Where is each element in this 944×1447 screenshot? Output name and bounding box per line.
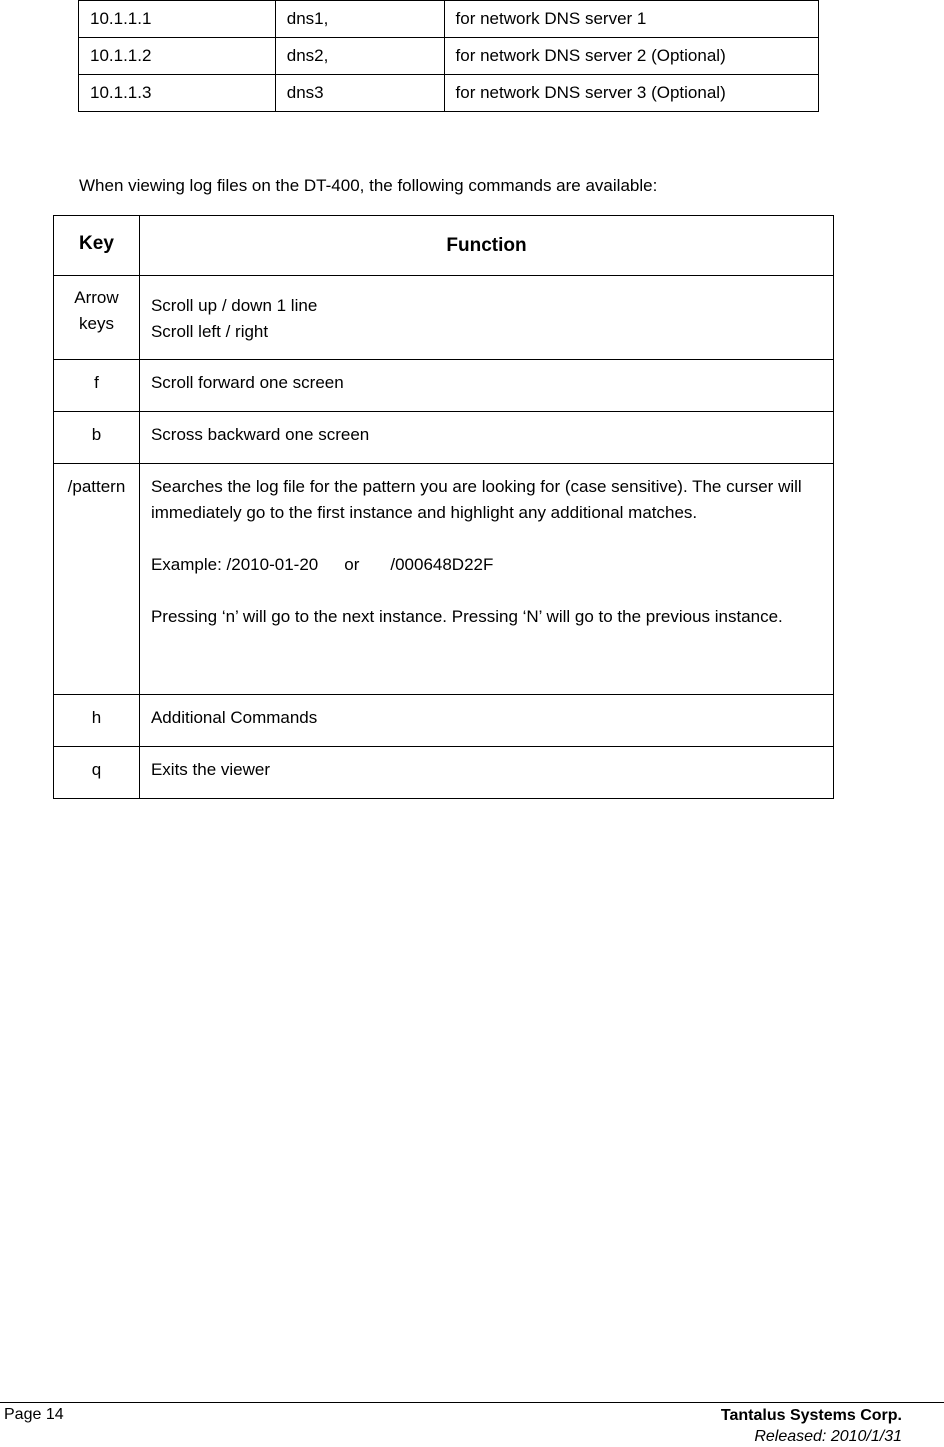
command-function: Exits the viewer — [139, 747, 833, 799]
table-row — [79, 75, 819, 112]
dns-description: for network DNS server 2 (Optional) — [444, 38, 818, 75]
command-function — [139, 464, 833, 695]
table-row — [79, 38, 819, 75]
example-alt: /000648D22F — [390, 555, 494, 574]
footer-divider — [0, 1402, 944, 1403]
table-row — [54, 360, 834, 412]
dns-name: dns3 — [275, 75, 444, 112]
command-key: q — [54, 747, 140, 799]
intro-paragraph: When viewing log files on the DT-400, the following commands are available: — [79, 176, 658, 195]
example-or: or — [344, 555, 360, 574]
dns-address: 10.1.1.3 — [79, 75, 276, 112]
column-header-function: Function — [139, 216, 833, 276]
command-function: Scross backward one screen — [139, 412, 833, 464]
dns-server-table — [78, 0, 819, 112]
function-description: Searches the log file for the pattern you are looking for (case sensitive). The curser will immediately go to the first instance and highlight any additional matches. — [150, 477, 802, 522]
table-row — [54, 695, 834, 747]
log-viewer-commands-table — [53, 215, 834, 799]
command-key — [54, 276, 140, 360]
dns-address: 10.1.1.2 — [79, 38, 276, 75]
command-key: h — [54, 695, 140, 747]
function-line: Scroll left / right — [150, 322, 269, 341]
dns-name: dns2, — [275, 38, 444, 75]
page-number: Page 14 — [4, 1406, 64, 1423]
command-key: f — [54, 360, 140, 412]
table-row — [54, 747, 834, 799]
command-key: b — [54, 412, 140, 464]
column-header-key: Key — [54, 216, 140, 276]
footer-info — [721, 1405, 902, 1447]
table-header-row — [54, 216, 834, 276]
function-navigation-note: Pressing ‘n’ will go to the next instance. Pressing ‘N’ will go to the previous instance. — [150, 607, 783, 626]
example-label: Example: /2010-01-20 — [150, 555, 319, 574]
table-row — [54, 276, 834, 360]
command-key-line: keys — [78, 314, 114, 333]
function-line: Scroll up / down 1 line — [150, 296, 318, 315]
release-date: Released: 2010/1/31 — [754, 1428, 902, 1445]
dns-description: for network DNS server 1 — [444, 1, 818, 38]
command-key: /pattern — [54, 464, 140, 695]
table-row — [54, 412, 834, 464]
command-function: Scroll forward one screen — [139, 360, 833, 412]
command-key-line: Arrow — [74, 288, 119, 307]
dns-name: dns1, — [275, 1, 444, 38]
dns-address: 10.1.1.1 — [79, 1, 276, 38]
function-example — [151, 552, 821, 578]
table-row — [79, 1, 819, 38]
company-name: Tantalus Systems Corp. — [720, 1407, 902, 1424]
table-row — [54, 464, 834, 695]
dns-description: for network DNS server 3 (Optional) — [444, 75, 818, 112]
command-function: Additional Commands — [139, 695, 833, 747]
command-function — [139, 276, 833, 360]
